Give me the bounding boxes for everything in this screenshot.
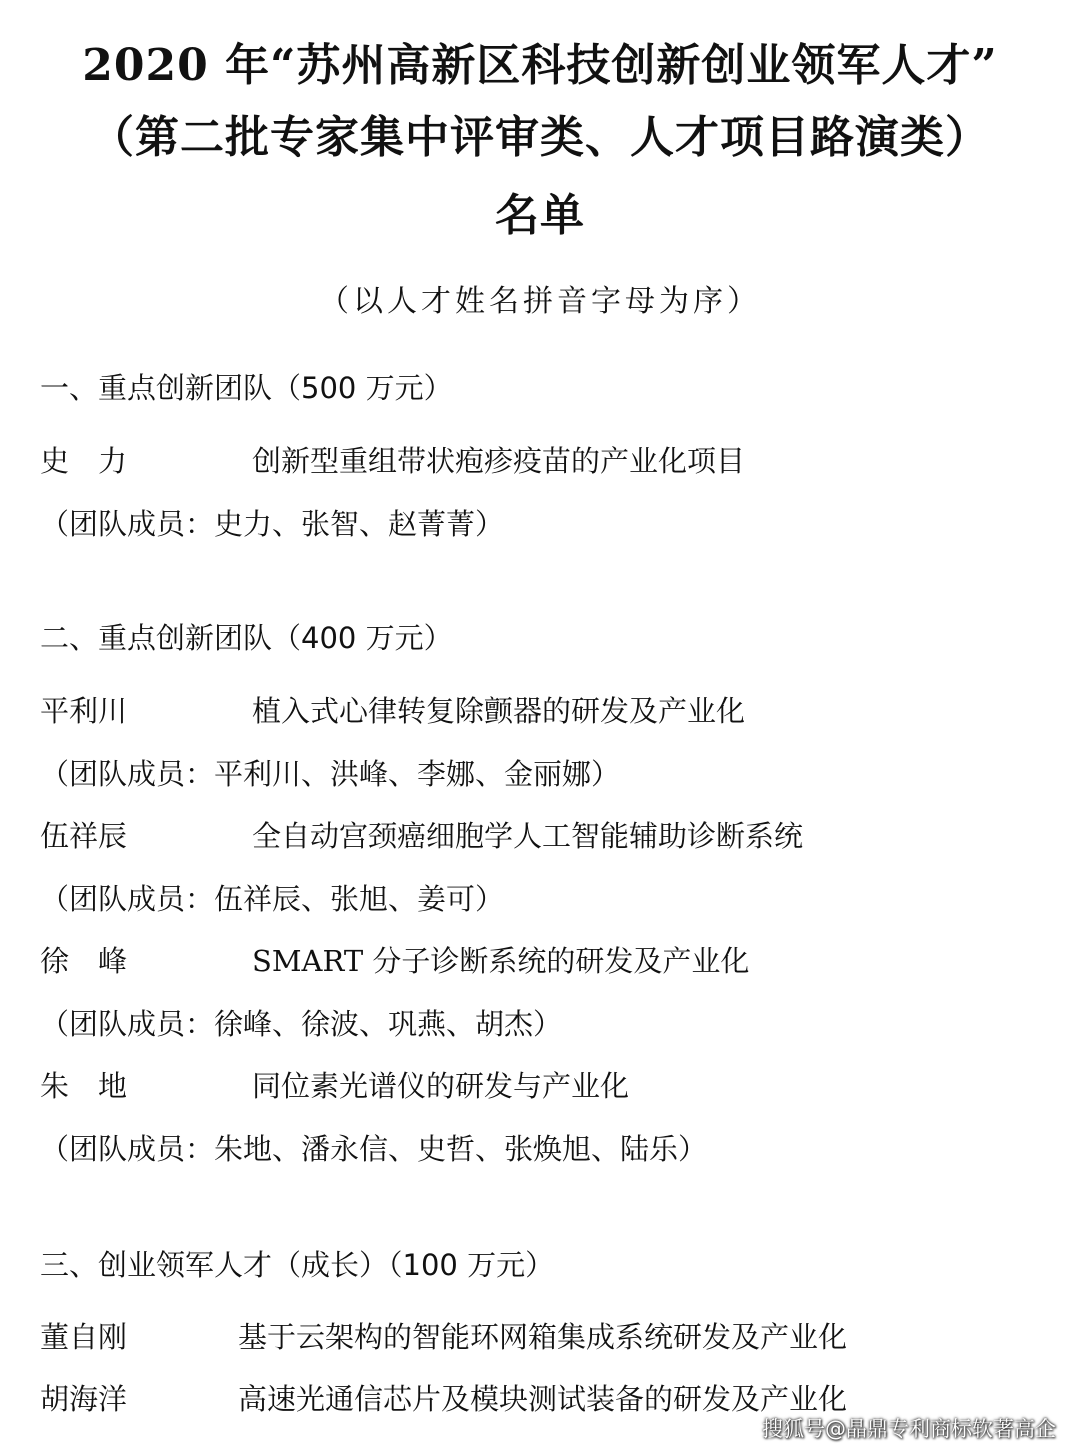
- talent-name: 胡海洋: [40, 1382, 128, 1416]
- list-item: [40, 440, 746, 482]
- section-heading-2: 二、重点创新团队（400 万元）: [40, 621, 453, 655]
- team-members: （团队成员：朱地、潘永信、史哲、张焕旭、陆乐）: [40, 1132, 708, 1166]
- document-subtitle: （以人才姓名拼音字母为序）: [319, 284, 761, 319]
- list-item: [40, 940, 750, 982]
- project-title: 基于云架构的智能环网箱集成系统研发及产业化: [238, 1320, 848, 1354]
- project-title: 全自动宫颈癌细胞学人工智能辅助诊断系统: [252, 819, 804, 853]
- team-members: （团队成员：徐峰、徐波、巩燕、胡杰）: [40, 1007, 563, 1041]
- project-title: SMART 分子诊断系统的研发及产业化: [252, 944, 750, 978]
- list-item: [40, 815, 804, 857]
- section-heading-1: 一、重点创新团队（500 万元）: [40, 371, 453, 405]
- talent-name: 朱 地: [40, 1069, 128, 1103]
- talent-name: 伍祥辰: [40, 819, 128, 853]
- talent-name: 史 力: [40, 444, 128, 478]
- team-members: （团队成员：伍祥辰、张旭、姜可）: [40, 882, 505, 916]
- team-members: （团队成员：平利川、洪峰、李娜、金丽娜）: [40, 757, 621, 791]
- list-item: [40, 690, 746, 732]
- list-item: [40, 1065, 630, 1107]
- talent-name: 董自刚: [40, 1320, 128, 1354]
- project-title: 高速光通信芯片及模块测试装备的研发及产业化: [238, 1382, 848, 1416]
- document-title-line-2: （第二批专家集中评审类、人才项目路演类）: [90, 112, 990, 163]
- document-title-line-3: 名单: [495, 190, 585, 241]
- talent-name: 平利川: [40, 694, 128, 728]
- source-watermark: 搜狐号@晶鼎专利商标软著高企: [762, 1417, 1056, 1441]
- project-title: 植入式心律转复除颤器的研发及产业化: [252, 694, 746, 728]
- team-members: （团队成员：史力、张智、赵菁菁）: [40, 507, 505, 541]
- document-title-line-1: 2020 年“苏州高新区科技创新创业领军人才”: [82, 40, 998, 91]
- talent-name: 徐 峰: [40, 944, 128, 978]
- project-title: 创新型重组带状疱疹疫苗的产业化项目: [252, 444, 746, 478]
- project-title: 同位素光谱仪的研发与产业化: [252, 1069, 630, 1103]
- list-item: [40, 1378, 848, 1420]
- section-heading-3: 三、创业领军人才（成长）（100 万元）: [40, 1248, 555, 1282]
- list-item: [40, 1316, 848, 1358]
